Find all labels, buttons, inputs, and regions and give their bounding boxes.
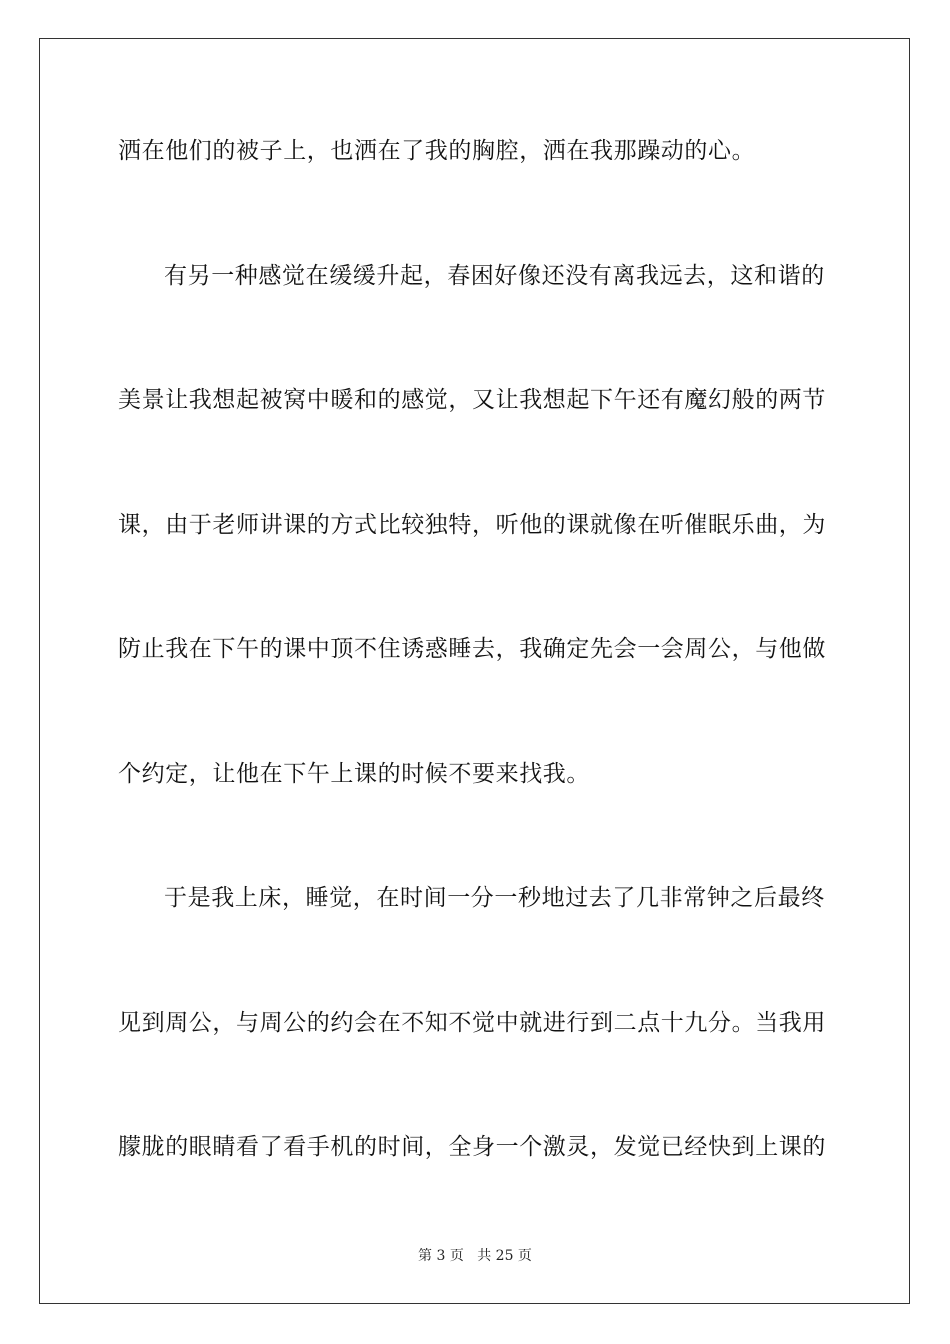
paragraph-line: 有另一种感觉在缓缓升起，春困好像还没有离我远去，这和谐的 xyxy=(164,263,825,289)
paragraph-line: 课，由于老师讲课的方式比较独特，听他的课就像在听催眠乐曲，为 xyxy=(118,512,826,538)
paragraph-line: 于是我上床，睡觉，在时间一分一秒地过去了几非常钟之后最终 xyxy=(164,885,825,911)
page-border xyxy=(39,38,910,1304)
paragraph-line: 个约定，让他在下午上课的时候不要来找我。 xyxy=(118,761,590,787)
paragraph-line: 美景让我想起被窝中暖和的感觉，又让我想起下午还有魔幻般的两节 xyxy=(118,387,826,413)
page-footer xyxy=(0,1247,950,1265)
paragraph-line: 见到周公，与周公的约会在不知不觉中就进行到二点十九分。当我用 xyxy=(118,1010,826,1036)
paragraph-line: 朦胧的眼睛看了看手机的时间，全身一个激灵，发觉已经快到上课的 xyxy=(118,1134,826,1160)
page-number: 第 3 页 xyxy=(418,1248,464,1264)
paragraph-line: 洒在他们的被子上，也洒在了我的胸腔，洒在我那躁动的心。 xyxy=(118,138,756,164)
page-total: 共 25 页 xyxy=(477,1248,532,1264)
paragraph-line: 防止我在下午的课中顶不住诱惑睡去，我确定先会一会周公，与他做 xyxy=(118,636,826,662)
